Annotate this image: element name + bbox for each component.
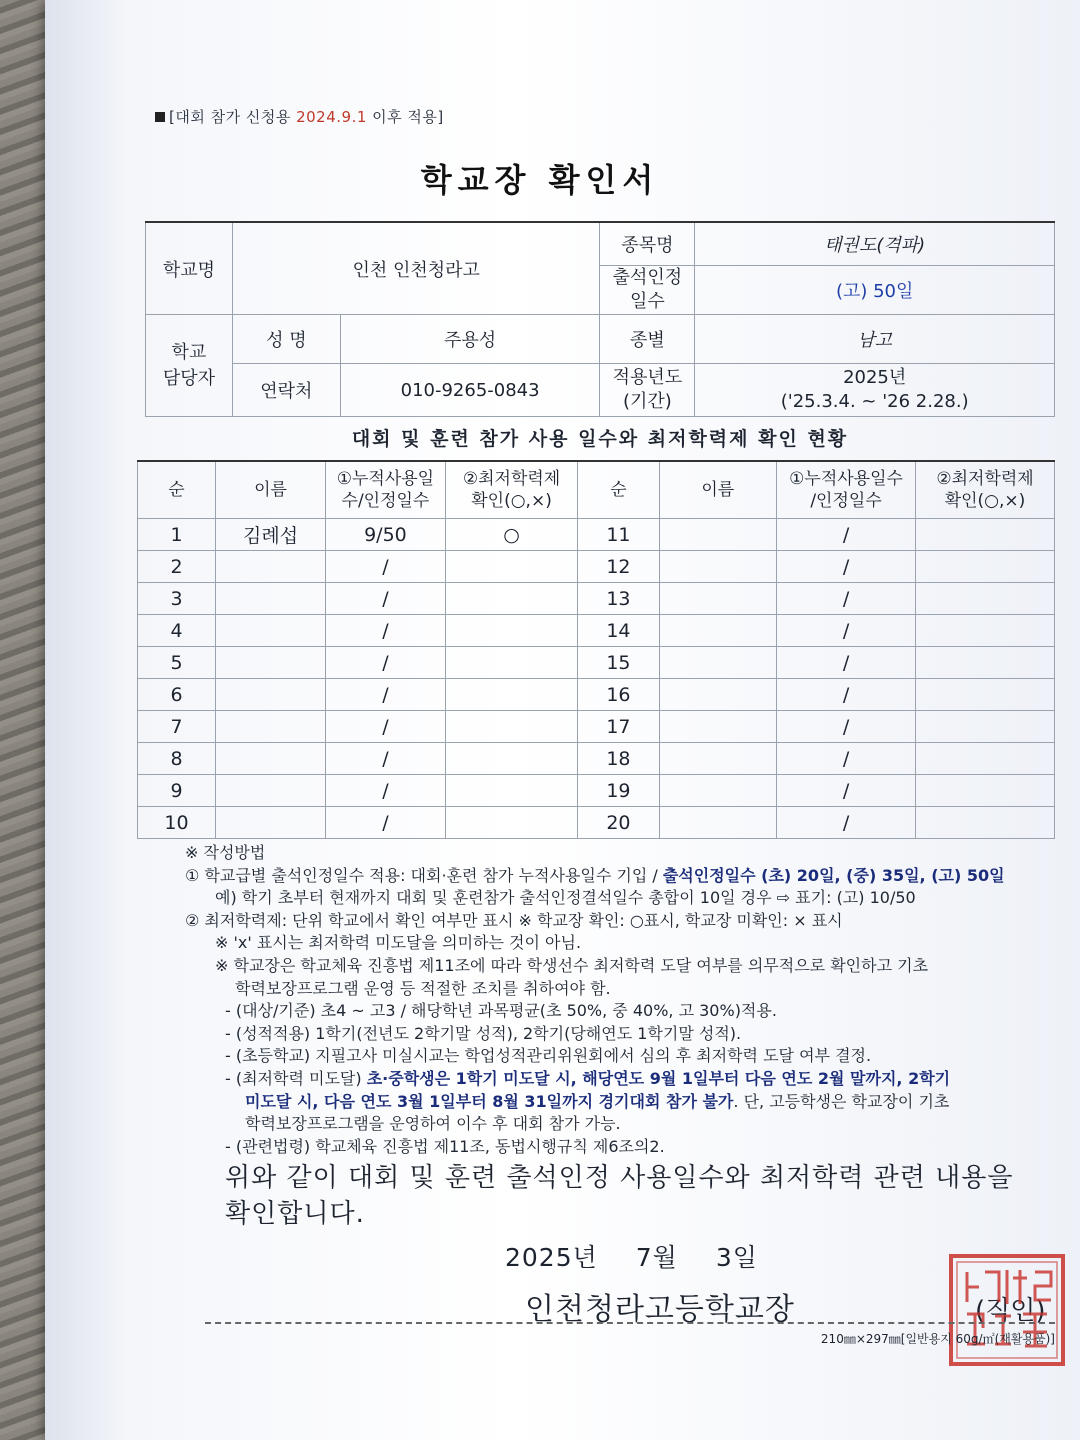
table-row bbox=[138, 615, 1055, 647]
cell-l-no: 9 bbox=[138, 775, 216, 807]
cell-l-name bbox=[216, 743, 326, 775]
cell-r-min bbox=[916, 519, 1055, 551]
page-title: 학교장 확인서 bbox=[420, 161, 660, 199]
cell-l-days: / bbox=[326, 583, 446, 615]
date-month: 7월 bbox=[635, 1243, 678, 1272]
note-d4: - (최저학력 미도달) 초·중학생은 1학기 미도달 시, 해당연도 9월 1일부터 다음 연도 2월 말까지, 2학기 bbox=[225, 1068, 951, 1088]
cell-r-days: / bbox=[777, 519, 916, 551]
cell-l-no: 5 bbox=[138, 647, 216, 679]
note-1-example: 예) 학기 초부터 현재까지 대회 및 훈련참가 출석인정결석일수 총합이 10일 경우 ⇨ 표기: (고) 10/50 bbox=[215, 888, 916, 908]
cell-l-days: 9/50 bbox=[326, 519, 446, 551]
cell-l-min bbox=[445, 551, 578, 583]
notice-suffix: 이후 적용] bbox=[366, 108, 444, 126]
cell-r-min bbox=[916, 807, 1055, 839]
col-min: ②최저학력제 확인(○,×) bbox=[445, 461, 578, 519]
confirmation-statement: 위와 같이 대회 및 훈련 출석인정 사용일수와 최저학력 관련 내용을 확인합니다. bbox=[225, 1163, 1014, 1229]
cell-r-days: / bbox=[777, 551, 916, 583]
note-2-b2: 학력보장프로그램 운영 등 적절한 조치를 취하여야 함. bbox=[235, 978, 611, 998]
cell-l-no: 8 bbox=[138, 743, 216, 775]
note-2: ② 최저학력제: 단위 학교에서 확인 여부만 표시 ※ 학교장 확인: ○표시, 학교장 미확인: × 표시 bbox=[185, 910, 843, 930]
cell-l-min bbox=[445, 583, 578, 615]
table-row bbox=[138, 583, 1055, 615]
table-row bbox=[138, 647, 1055, 679]
cell-l-name bbox=[216, 615, 326, 647]
cell-l-min bbox=[445, 615, 578, 647]
cell-r-days: / bbox=[777, 679, 916, 711]
school-label: 학교명 bbox=[146, 222, 233, 315]
cell-l-no: 6 bbox=[138, 679, 216, 711]
cell-r-no: 12 bbox=[578, 551, 659, 583]
cell-r-name bbox=[659, 647, 777, 679]
writing-instructions bbox=[185, 842, 1065, 1158]
cell-l-no: 1 bbox=[138, 519, 216, 551]
year-value: 2025년 ('25.3.4. ~ '26 2.28.) bbox=[695, 364, 1055, 417]
cell-r-days: / bbox=[777, 711, 916, 743]
cell-r-min bbox=[916, 551, 1055, 583]
cell-l-days: / bbox=[326, 807, 446, 839]
cell-r-min bbox=[916, 679, 1055, 711]
cell-l-no: 10 bbox=[138, 807, 216, 839]
table-row bbox=[138, 711, 1055, 743]
principal-title: 인천청라고등학교장 bbox=[525, 1292, 795, 1327]
table-row bbox=[138, 679, 1055, 711]
cell-l-name bbox=[216, 775, 326, 807]
cell-r-name bbox=[659, 743, 777, 775]
date-year: 2025년 bbox=[505, 1243, 598, 1272]
cell-l-name bbox=[216, 551, 326, 583]
note-d1: - (대상/기준) 초4 ~ 고3 / 해당학년 과목평균(초 50%, 중 40%, 고 30%)적용. bbox=[225, 1001, 777, 1021]
cell-l-min bbox=[445, 679, 578, 711]
paper-spec-footer: 210㎜×297㎜[일반용지 60g/㎡(재활용품)] bbox=[205, 1322, 1055, 1347]
cell-r-min bbox=[916, 711, 1055, 743]
cell-r-no: 11 bbox=[578, 519, 659, 551]
notes-heading: ※ 작성방법 bbox=[185, 843, 266, 862]
cell-r-no: 19 bbox=[578, 775, 659, 807]
cell-r-min bbox=[916, 743, 1055, 775]
table-row bbox=[138, 743, 1055, 775]
cell-r-days: / bbox=[777, 807, 916, 839]
cell-r-min bbox=[916, 647, 1055, 679]
col-min-right: ②최저학력제 확인(○,×) bbox=[916, 461, 1055, 519]
attendance-table bbox=[137, 460, 1055, 839]
notice-prefix: [대회 참가 신청용 bbox=[169, 108, 297, 126]
year-label: 적용년도 (기간) bbox=[600, 364, 695, 417]
col-name-right: 이름 bbox=[659, 461, 777, 519]
school-value: 인천 인천청라고 bbox=[232, 222, 600, 315]
cell-r-min bbox=[916, 615, 1055, 647]
table-row bbox=[138, 551, 1055, 583]
cell-l-min bbox=[445, 711, 578, 743]
col-order-right: 순 bbox=[578, 461, 659, 519]
cell-l-no: 2 bbox=[138, 551, 216, 583]
table-row bbox=[138, 519, 1055, 551]
cell-l-min bbox=[445, 743, 578, 775]
contact-label: 연락처 bbox=[232, 364, 340, 417]
attend-value: (고) 50일 bbox=[695, 266, 1055, 315]
cell-l-days: / bbox=[326, 679, 446, 711]
cell-l-name bbox=[216, 647, 326, 679]
cell-r-no: 15 bbox=[578, 647, 659, 679]
official-seal-stamp bbox=[945, 1250, 1069, 1370]
note-2-b1: ※ 학교장은 학교체육 진흥법 제11조에 따라 학생선수 최저학력 도달 여부를 의무적으로 확인하고 기초 bbox=[215, 955, 929, 975]
usage-notice bbox=[155, 106, 444, 127]
cell-l-name: 김례섭 bbox=[216, 519, 326, 551]
name-label: 성 명 bbox=[232, 315, 340, 364]
table-row bbox=[138, 775, 1055, 807]
cell-l-no: 7 bbox=[138, 711, 216, 743]
cell-l-min bbox=[445, 775, 578, 807]
cell-l-name bbox=[216, 679, 326, 711]
cell-r-no: 16 bbox=[578, 679, 659, 711]
cell-l-min bbox=[445, 647, 578, 679]
col-name: 이름 bbox=[216, 461, 326, 519]
cell-l-days: / bbox=[326, 647, 446, 679]
square-bullet-icon bbox=[155, 112, 165, 122]
cell-r-no: 20 bbox=[578, 807, 659, 839]
cell-r-no: 17 bbox=[578, 711, 659, 743]
attend-label: 출석인정 일수 bbox=[600, 266, 695, 315]
note-d3: - (초등학교) 지필고사 미실시교는 학업성적관리위원회에서 심의 후 최저학력 도달 여부 결정. bbox=[225, 1046, 872, 1066]
notice-date: 2024.9.1 bbox=[296, 108, 367, 126]
cell-r-name bbox=[659, 551, 777, 583]
note-2-a: ※ 'x' 표시는 최저학력 미도달을 의미하는 것이 아님. bbox=[215, 933, 582, 953]
cell-r-name bbox=[659, 775, 777, 807]
cell-r-days: / bbox=[777, 775, 916, 807]
note-d2: - (성적적용) 1학기(전년도 2학기말 성적), 2학기(당해연도 1학기말 성적). bbox=[225, 1023, 742, 1043]
table-row bbox=[138, 807, 1055, 839]
cell-l-days: / bbox=[326, 775, 446, 807]
cell-l-no: 3 bbox=[138, 583, 216, 615]
cell-r-min bbox=[916, 583, 1055, 615]
cell-l-min: ○ bbox=[445, 519, 578, 551]
col-days: ①누적사용일 수/인정일수 bbox=[326, 461, 446, 519]
certificate-paper bbox=[45, 0, 1080, 1440]
date-day: 3일 bbox=[715, 1243, 758, 1272]
cell-r-days: / bbox=[777, 647, 916, 679]
cell-l-no: 4 bbox=[138, 615, 216, 647]
cell-r-name bbox=[659, 615, 777, 647]
event-value: 태권도(격파) bbox=[695, 222, 1055, 266]
section-title: 대회 및 훈련 참가 사용 일수와 최저학력제 확인 현황 bbox=[351, 428, 849, 450]
cell-l-days: / bbox=[326, 551, 446, 583]
col-order: 순 bbox=[138, 461, 216, 519]
cell-r-name bbox=[659, 807, 777, 839]
note-1: ① 학교급별 출석인정일수 적용: 대회·훈련 참가 누적사용일수 기입 / 출석인정일수 (초) 20일, (중) 35일, (고) 50일 bbox=[185, 865, 1005, 885]
cell-r-days: / bbox=[777, 583, 916, 615]
cell-r-name bbox=[659, 679, 777, 711]
cell-r-name bbox=[659, 711, 777, 743]
cell-r-name bbox=[659, 583, 777, 615]
cell-l-days: / bbox=[326, 743, 446, 775]
gender-value: 남고 bbox=[695, 315, 1055, 364]
event-label: 종목명 bbox=[600, 222, 695, 266]
cell-r-days: / bbox=[777, 615, 916, 647]
table-header-row bbox=[138, 461, 1055, 519]
cell-r-no: 13 bbox=[578, 583, 659, 615]
cell-l-name bbox=[216, 711, 326, 743]
cell-r-days: / bbox=[777, 743, 916, 775]
cell-l-name bbox=[216, 583, 326, 615]
cell-r-name bbox=[659, 519, 777, 551]
school-info-table bbox=[145, 221, 1055, 417]
contact-value: 010-9265-0843 bbox=[340, 364, 600, 417]
cell-l-days: / bbox=[326, 615, 446, 647]
cell-r-no: 18 bbox=[578, 743, 659, 775]
cell-r-no: 14 bbox=[578, 615, 659, 647]
col-days-right: ①누적사용일수 /인정일수 bbox=[777, 461, 916, 519]
cell-l-name bbox=[216, 807, 326, 839]
note-d5: - (관련법령) 학교체육 진흥법 제11조, 동법시행규칙 제6조의2. bbox=[225, 1136, 665, 1156]
cell-l-days: / bbox=[326, 711, 446, 743]
manager-label: 학교 담당자 bbox=[146, 315, 233, 417]
cell-r-min bbox=[916, 775, 1055, 807]
note-d4-end: 학력보장프로그램을 운영하여 이수 후 대회 참가 가능. bbox=[245, 1114, 621, 1134]
gender-label: 종별 bbox=[600, 315, 695, 364]
issue-date bbox=[505, 1238, 796, 1274]
note-d4-cont: 미도달 시, 다음 연도 3월 1일부터 8월 31일까지 경기대회 참가 불가. 단, 고등학생은 학교장이 기초 bbox=[245, 1091, 950, 1111]
name-value: 주용성 bbox=[340, 315, 600, 364]
cell-l-min bbox=[445, 807, 578, 839]
seal-label: (직인) bbox=[975, 1296, 1046, 1326]
